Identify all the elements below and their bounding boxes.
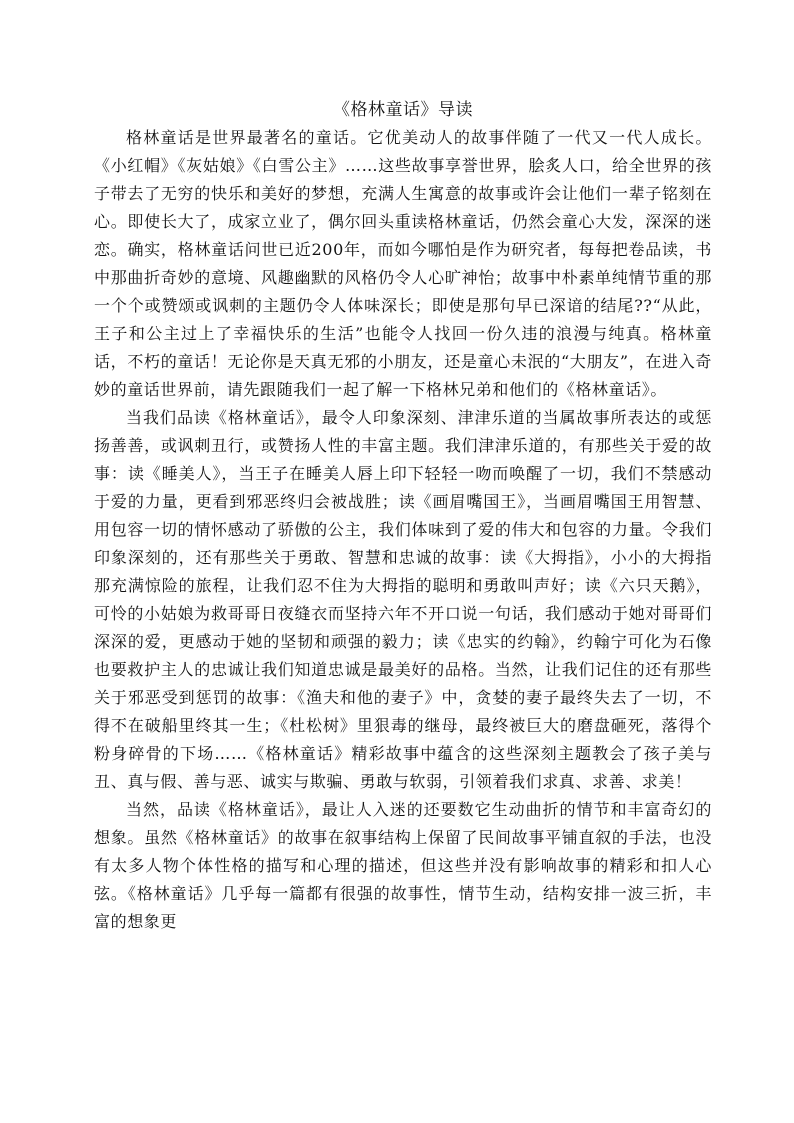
paragraph-intro: 格林童话是世界最著名的童话。它优美动人的故事伴随了一代又一代人成长。《小红帽》《灰姑娘》《白雪公主》……这些故事享誉世界，脍炙人口，给全世界的孩子带去了无穷的快乐和美好的梦想，充满人生寓意的故事或许会让他们一辈子铭刻在心。即使长大了，成家立业了，偶尔回头重读格林童话，仍然会童心大发，深深的迷恋。确实，格林童话问世已近200年，而如今哪怕是作为研究者，每每把卷品读，书中那曲折奇妙的意境、风趣幽默的风格仍令人心旷神怡；故事中朴素单纯情节重的那一个个或赞颂或讽刺的主题仍令人体味深长；即使是那句早已深谙的结尾??“从此，王子和公主过上了幸福快乐的生活”也能令人找回一份久违的浪漫与纯真。格林童话，不朽的童话！无论你是天真无邪的小朋友，还是童心未泯的“大朋友”，在进入奇妙的童话世界前，请先跟随我们一起了解一下格林兄弟和他们的《格林童话》。 — [94, 128, 712, 399]
paragraph-plot: 当然，品读《格林童话》，最让人入迷的还要数它生动曲折的情节和丰富奇幻的想象。虽然《格林童话》的故事在叙事结构上保留了民间故事平铺直叙的手法，也没有太多人物个体性格的描写和心理的描述，但这些并没有影响故事的精彩和扣人心弦。《格林童话》几乎每一篇都有很强的故事性，情节生动，结构安排一波三折，丰富的想象更 — [94, 800, 712, 931]
paragraph-themes: 当我们品读《格林童话》，最令人印象深刻、津津乐道的当属故事所表达的或惩扬善善，或讽刺丑行，或赞扬人性的丰富主题。我们津津乐道的，有那些关于爱的故事：读《睡美人》，当王子在睡美人唇上印下轻轻一吻而唤醒了一切，我们不禁感动于爱的力量，更看到邪恶终归会被战胜；读《画眉嘴国王》，当画眉嘴国王用智慧、用包容一切的情怀感动了骄傲的公主，我们体味到了爱的伟大和包容的力量。令我们印象深刻的，还有那些关于勇敢、智慧和忠诚的故事：读《大拇指》，小小的大拇指那充满惊险的旅程，让我们忍不住为大拇指的聪明和勇敢叫声好；读《六只天鹅》，可怜的小姑娘为救哥哥日夜缝衣而坚持六年不开口说一句话，我们感动于她对哥哥们深深的爱，更感动于她的坚韧和顽强的毅力；读《忠实的约翰》，约翰宁可化为石像也要救护主人的忠诚让我们知道忠诚是最美好的品格。当然，让我们记住的还有那些关于邪恶受到惩罚的故事：《渔夫和他的妻子》中，贪婪的妻子最终失去了一切，不得不在破船里终其一生；《杜松树》里狠毒的继母，最终被巨大的磨盘砸死，落得个粉身碎骨的下场……《格林童话》精彩故事中蕴含的这些深刻主题教会了孩子美与丑、真与假、善与恶、诚实与欺骗、勇敢与软弱，引领着我们求真、求善、求美！ — [94, 408, 712, 791]
page-title: 《格林童话》导读 — [333, 100, 473, 120]
document-body — [94, 96, 712, 936]
